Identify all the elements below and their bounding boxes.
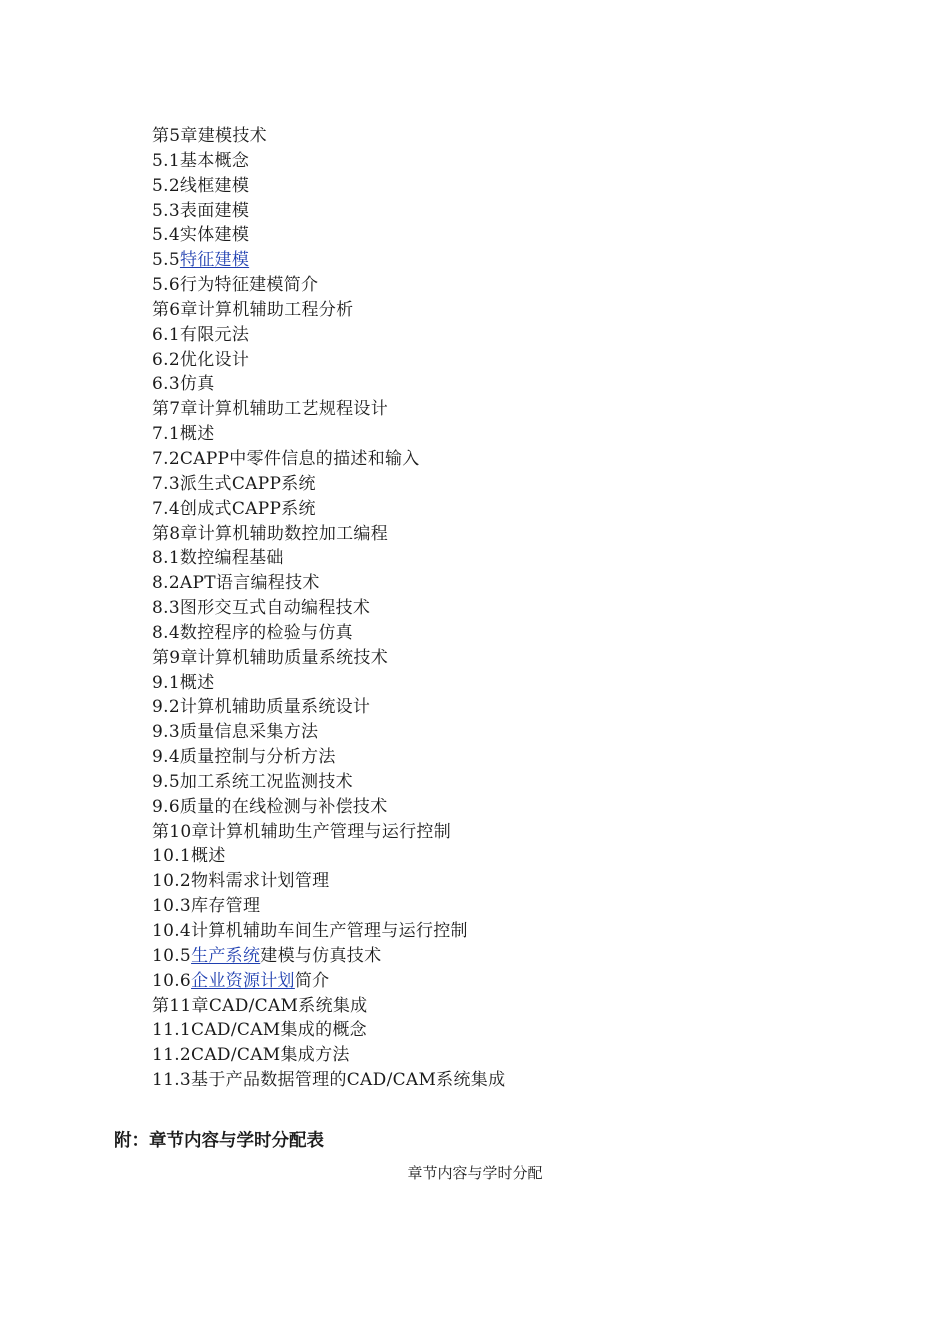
section-10-2: 10.2物料需求计划管理 <box>152 871 330 892</box>
section-5-3: 5.3表面建模 <box>152 200 250 221</box>
section-7-4: 7.4创成式CAPP系统 <box>152 498 316 519</box>
section-9-5: 9.5加工系统工况监测技术 <box>152 771 353 792</box>
section-7-2: 7.2CAPP中零件信息的描述和输入 <box>152 448 420 469</box>
chapter-11-heading: 第11章CAD/CAM系统集成 <box>152 995 368 1016</box>
section-10-1: 10.1概述 <box>152 846 226 867</box>
section-9-3: 9.3质量信息采集方法 <box>152 722 319 743</box>
section-10-3: 10.3库存管理 <box>152 896 261 917</box>
chapter-6-heading: 第6章计算机辅助工程分析 <box>152 299 354 320</box>
section-11-1: 11.1CAD/CAM集成的概念 <box>152 1020 367 1041</box>
section-5-2: 5.2线框建模 <box>152 175 250 196</box>
section-10-6-number: 10.6 <box>152 970 192 991</box>
feature-modeling-link[interactable]: 特征建模 <box>179 250 250 271</box>
chapter-5-heading: 第5章建模技术 <box>152 126 267 146</box>
section-8-2: 8.2APT语言编程技术 <box>152 573 320 594</box>
section-10-5 <box>152 944 505 969</box>
section-11-2: 11.2CAD/CAM集成方法 <box>152 1045 350 1066</box>
section-10-5-number: 10.5 <box>152 945 192 966</box>
section-6-2: 6.2优化设计 <box>152 349 250 370</box>
section-5-5-number: 5.5 <box>152 250 180 271</box>
section-5-5 <box>152 248 505 273</box>
table-of-contents <box>152 124 505 1093</box>
section-5-1: 5.1基本概念 <box>152 150 250 171</box>
chapter-8-heading: 第8章计算机辅助数控加工编程 <box>152 523 389 544</box>
section-7-3: 7.3派生式CAPP系统 <box>152 473 316 494</box>
appendix-heading: 附：章节内容与学时分配表 <box>114 1131 324 1151</box>
section-11-3: 11.3基于产品数据管理的CAD/CAM系统集成 <box>152 1070 506 1091</box>
section-10-4: 10.4计算机辅助车间生产管理与运行控制 <box>152 921 468 941</box>
production-system-link[interactable]: 生产系统 <box>191 945 261 966</box>
section-9-2: 9.2计算机辅助质量系统设计 <box>152 697 371 718</box>
section-9-6: 9.6质量的在线检测与补偿技术 <box>152 796 388 817</box>
section-10-5-title-rest: 建模与仿真技术 <box>260 945 382 966</box>
table-caption: 章节内容与学时分配 <box>407 1164 543 1182</box>
section-9-4: 9.4质量控制与分析方法 <box>152 747 336 768</box>
chapter-9-heading: 第9章计算机辅助质量系统技术 <box>152 647 389 668</box>
section-6-3: 6.3仿真 <box>152 374 215 395</box>
section-8-4: 8.4数控程序的检验与仿真 <box>152 622 353 643</box>
section-8-3: 8.3图形交互式自动编程技术 <box>152 598 371 619</box>
section-5-6: 5.6行为特征建模简介 <box>152 275 319 296</box>
erp-link[interactable]: 企业资源计划 <box>191 970 295 991</box>
section-6-1: 6.1有限元法 <box>152 324 250 345</box>
section-10-6 <box>152 969 505 994</box>
section-7-1: 7.1概述 <box>152 424 215 445</box>
chapter-7-heading: 第7章计算机辅助工艺规程设计 <box>152 399 389 420</box>
section-5-4: 5.4实体建模 <box>152 225 250 246</box>
section-10-6-title-rest: 简介 <box>294 970 330 991</box>
section-8-1: 8.1数控编程基础 <box>152 548 284 569</box>
section-9-1: 9.1概述 <box>152 672 215 693</box>
chapter-10-heading: 第10章计算机辅助生产管理与运行控制 <box>152 821 452 842</box>
